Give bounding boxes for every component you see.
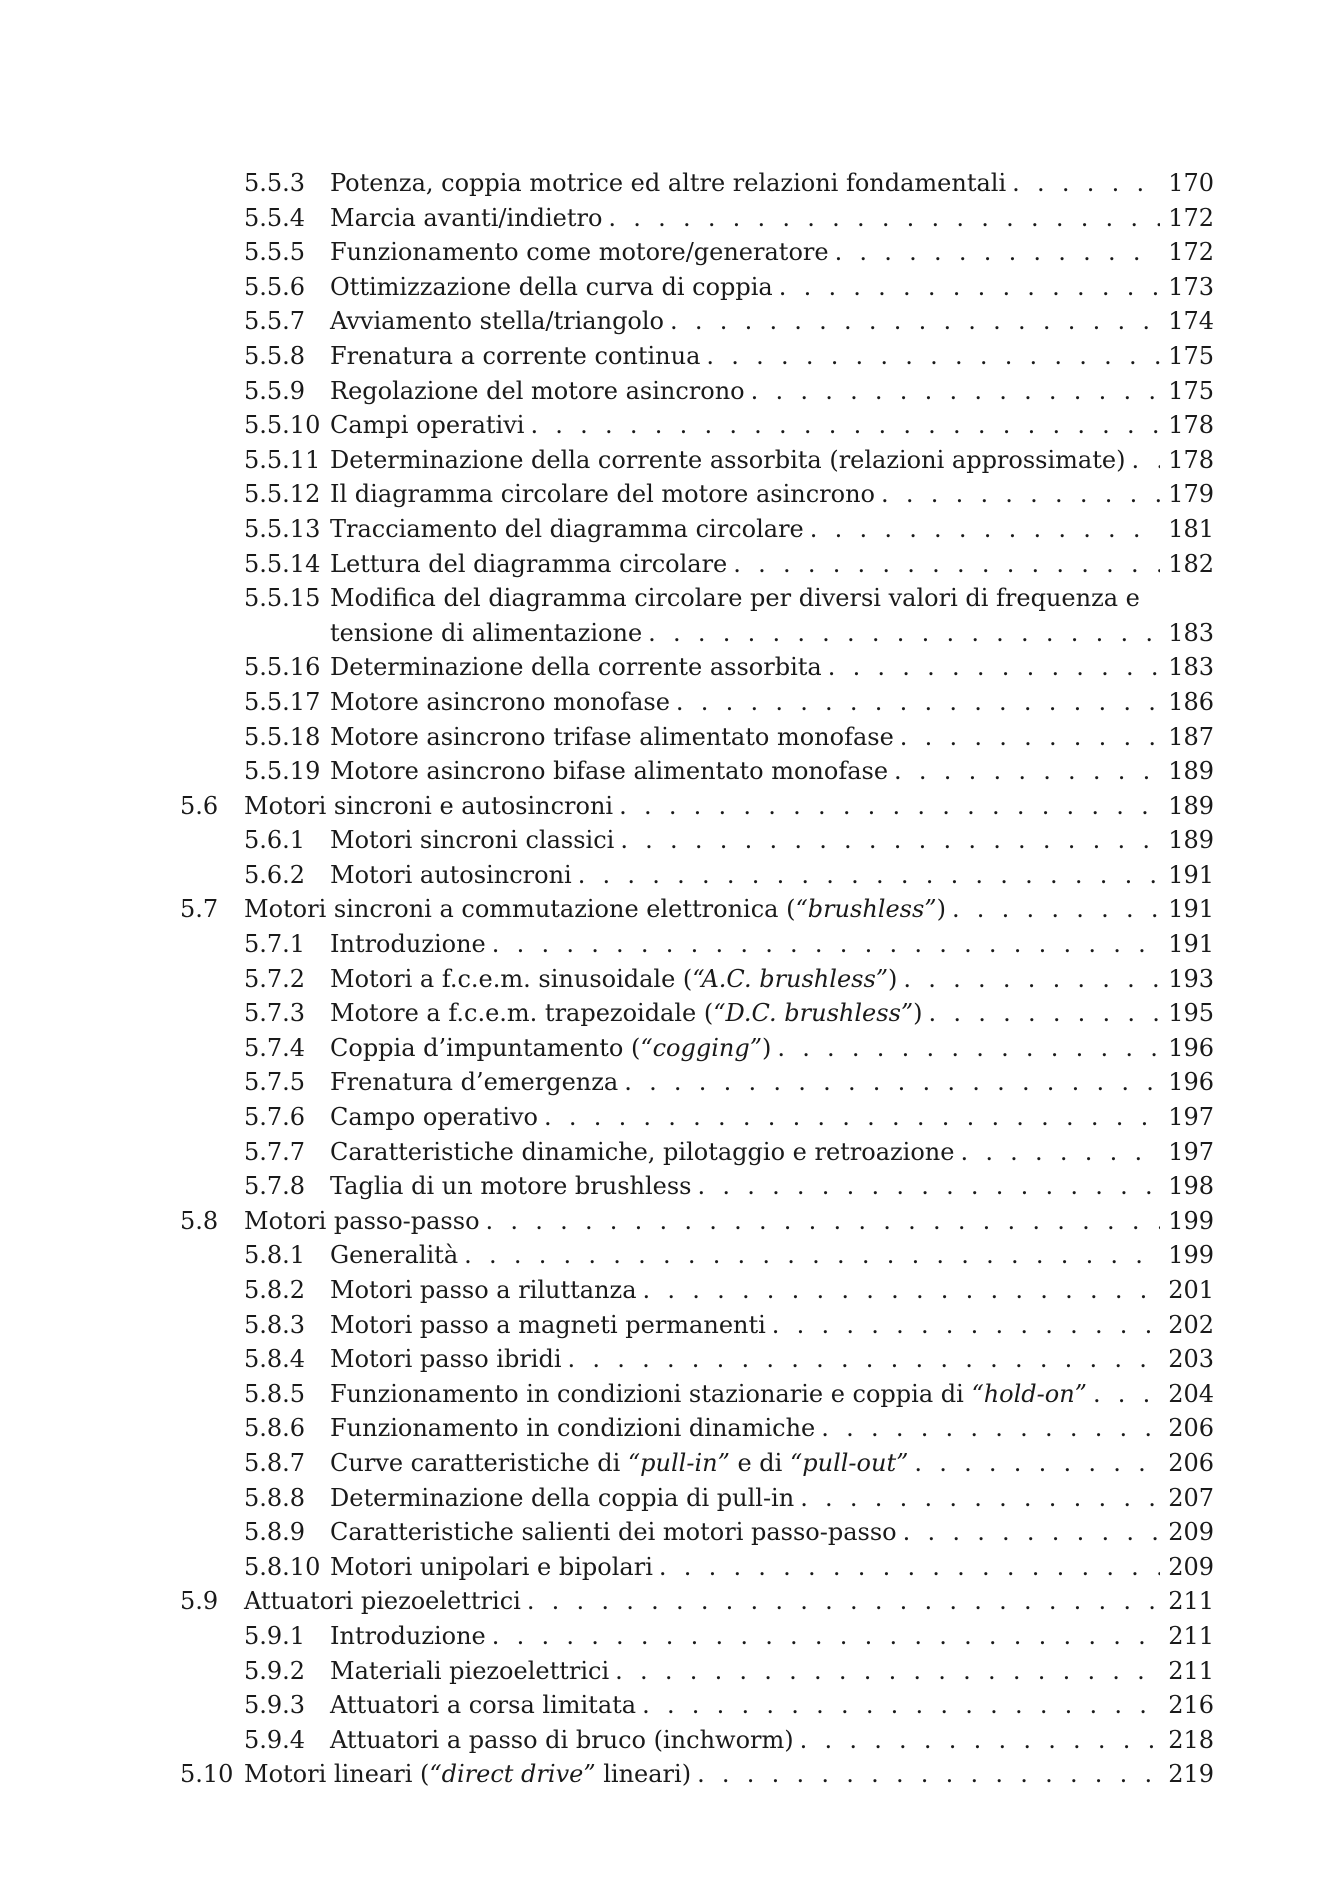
toc-entry[interactable] xyxy=(180,1308,1214,1343)
toc-entry-page: 196 xyxy=(1168,1068,1214,1097)
toc-dot-leader xyxy=(1093,1377,1160,1412)
toc-entry-title: Potenza, coppia motrice ed altre relazioni fondamentali xyxy=(330,169,1007,197)
toc-dot-leader xyxy=(929,996,1161,1031)
toc-entry-line xyxy=(330,408,1214,443)
toc-entry-number: 5.7.4 xyxy=(244,1033,306,1062)
toc-entry-line xyxy=(244,1204,1214,1239)
toc-dot-leader xyxy=(779,270,1160,305)
toc-entry-title: Introduzione xyxy=(330,930,486,959)
toc-entry[interactable] xyxy=(180,1411,1214,1446)
toc-dot-leader xyxy=(659,1550,1160,1585)
toc-entry-number: 5.8.4 xyxy=(244,1345,306,1374)
toc-entry-page: 195 xyxy=(1168,999,1214,1028)
toc-entry-page: 198 xyxy=(1168,1172,1214,1201)
toc-entry-page: 199 xyxy=(1168,1206,1214,1235)
toc-dot-leader xyxy=(821,1411,1160,1446)
toc-dot-leader xyxy=(697,1757,1160,1792)
toc-entry-number: 5.8.9 xyxy=(244,1518,306,1547)
toc-dot-leader xyxy=(464,1238,1160,1273)
toc-entry-line xyxy=(330,1654,1214,1689)
toc-entry-title: Modifica del diagramma circolare per diversi valori di frequenza e xyxy=(330,584,1140,613)
toc-entry-line xyxy=(330,304,1214,339)
toc-entry[interactable] xyxy=(180,1169,1214,1204)
toc-entry-line xyxy=(330,1135,1214,1170)
toc-entry-number: 5.5.4 xyxy=(244,203,306,232)
toc-entry-title: Curve caratteristiche di “pull-in” e di “pull-out” xyxy=(330,1448,909,1477)
toc-entry-line xyxy=(330,616,1214,651)
toc-entry-number: 5.5.17 xyxy=(244,687,321,716)
toc-entry-line xyxy=(330,1342,1214,1377)
toc-entry-page: 175 xyxy=(1168,376,1214,405)
toc-entry[interactable] xyxy=(180,1654,1214,1689)
toc-entry-number: 5.8.3 xyxy=(244,1310,306,1339)
toc-entry-page: 178 xyxy=(1168,411,1214,440)
toc-entry-title: Motori autosincroni xyxy=(330,860,572,889)
toc-entry[interactable] xyxy=(180,304,1214,339)
toc-entry-title: Funzionamento come motore/generatore xyxy=(330,238,829,267)
toc-entry[interactable] xyxy=(180,1031,1214,1066)
toc-entry[interactable] xyxy=(180,1723,1214,1758)
toc-entry-page: 189 xyxy=(1168,826,1214,855)
toc-entry-page: 186 xyxy=(1168,687,1214,716)
toc-entry[interactable] xyxy=(180,235,1214,270)
toc-dot-leader xyxy=(1012,166,1160,201)
toc-dot-leader xyxy=(698,1169,1161,1204)
toc-entry[interactable] xyxy=(180,166,1214,201)
toc-entry-line xyxy=(330,720,1214,755)
toc-entry[interactable] xyxy=(180,1273,1214,1308)
toc-entry-title: Il diagramma circolare del motore asincrono xyxy=(330,480,876,509)
toc-entry-page: 211 xyxy=(1168,1587,1214,1616)
toc-entry-title: Motori passo-passo xyxy=(244,1206,480,1235)
toc-entry-line xyxy=(330,1411,1214,1446)
toc-dot-leader xyxy=(777,1031,1160,1066)
toc-entry-title: Avviamento stella/triangolo xyxy=(330,307,665,336)
toc-entry-title: Tracciamento del diagramma circolare xyxy=(330,514,804,543)
toc-entry-title: Caratteristiche dinamiche, pilotaggio e retroazione xyxy=(330,1137,955,1166)
toc-entry-line xyxy=(330,1308,1214,1343)
toc-entry-number: 5.5.14 xyxy=(244,549,321,578)
toc-entry-number: 5.7.5 xyxy=(244,1068,306,1097)
toc-dot-leader xyxy=(960,1135,1160,1170)
toc-entry-page: 187 xyxy=(1168,722,1214,751)
toc-entry-line xyxy=(244,892,1214,927)
toc-entry-title: Motore asincrono monofase xyxy=(330,687,670,716)
toc-entry-page: 181 xyxy=(1168,514,1214,543)
toc-entry-line xyxy=(330,512,1214,547)
toc-entry[interactable] xyxy=(180,408,1214,443)
toc-entry-title: Motori lineari (“direct drive” lineari) xyxy=(244,1760,692,1789)
toc-entry-line xyxy=(330,823,1214,858)
toc-entry-page: 204 xyxy=(1168,1379,1214,1408)
toc-entry-title: Regolazione del motore asincrono xyxy=(330,376,745,405)
toc-entry-number: 5.7.3 xyxy=(244,999,306,1028)
toc-entry-page: 191 xyxy=(1168,930,1214,959)
toc-entry-line xyxy=(330,1446,1214,1481)
toc-entry-number: 5.6.2 xyxy=(244,860,306,889)
toc-entry-line xyxy=(330,1619,1214,1654)
toc-entry-title: Motori passo a riluttanza xyxy=(330,1276,637,1304)
toc-entry-page: 209 xyxy=(1168,1552,1214,1581)
toc-entry[interactable] xyxy=(180,1342,1214,1377)
toc-entry-title: Lettura del diagramma circolare xyxy=(330,549,728,578)
toc-entry[interactable] xyxy=(180,650,1214,685)
toc-entry-title: Campi operativi xyxy=(330,411,525,440)
toc-entry[interactable] xyxy=(180,996,1214,1031)
toc-entry-line xyxy=(330,374,1214,409)
toc-dot-leader xyxy=(620,823,1160,858)
toc-dot-leader xyxy=(706,339,1160,374)
toc-dot-leader xyxy=(643,1273,1161,1308)
toc-entry[interactable] xyxy=(180,1619,1214,1654)
toc-entry-number: 5.8.1 xyxy=(244,1241,306,1270)
toc-dot-leader xyxy=(900,720,1160,755)
toc-entry-title: Motori sincroni classici xyxy=(330,826,615,855)
toc-entry-line xyxy=(330,685,1214,720)
toc-entry-page: 207 xyxy=(1168,1483,1214,1512)
toc-entry-page: 189 xyxy=(1168,757,1214,786)
toc-entry[interactable] xyxy=(180,374,1214,409)
toc-entry-line xyxy=(244,1584,1214,1619)
toc-entry-line xyxy=(330,270,1214,305)
toc-entry-number: 5.5.19 xyxy=(244,757,321,786)
toc-entry[interactable] xyxy=(180,1584,1214,1619)
toc-dot-leader xyxy=(903,1515,1161,1550)
toc-entry-title: Attuatori a passo di bruco (inchworm) xyxy=(330,1725,794,1754)
toc-entry-number: 5.7.7 xyxy=(244,1137,306,1166)
toc-dot-leader xyxy=(835,235,1161,270)
toc-entry-number: 5.8.5 xyxy=(244,1379,306,1408)
toc-entry-number: 5.5.11 xyxy=(244,445,321,474)
toc-dot-leader xyxy=(800,1723,1161,1758)
toc-entry-title: Motori passo ibridi xyxy=(330,1345,562,1374)
toc-entry-page: 218 xyxy=(1168,1725,1214,1754)
toc-entry[interactable] xyxy=(180,858,1214,893)
toc-entry-title: Determinazione della coppia di pull-in xyxy=(330,1483,795,1512)
toc-entry-page: 206 xyxy=(1168,1414,1214,1443)
toc-entry-line xyxy=(330,1481,1214,1516)
toc-entry-number: 5.8 xyxy=(180,1206,219,1235)
toc-entry-number: 5.8.7 xyxy=(244,1448,306,1477)
toc-dot-leader xyxy=(527,1584,1160,1619)
toc-entry-title: Frenatura a corrente continua xyxy=(330,341,701,370)
toc-entry-number: 5.5.9 xyxy=(244,376,306,405)
toc-entry-number: 5.7.1 xyxy=(244,930,306,959)
toc-dot-leader xyxy=(492,1619,1160,1654)
toc-entry-page: 216 xyxy=(1168,1691,1214,1720)
toc-entry-title: Ottimizzazione della curva di coppia xyxy=(330,272,773,301)
toc-entry[interactable] xyxy=(180,823,1214,858)
toc-entry-line xyxy=(330,962,1214,997)
toc-entry[interactable] xyxy=(180,720,1214,755)
toc-entry-number: 5.5.10 xyxy=(244,411,321,440)
toc-entry-number: 5.5.6 xyxy=(244,272,306,301)
toc-entry-page: 179 xyxy=(1168,480,1214,509)
toc-entry-line xyxy=(330,1723,1214,1758)
toc-entry-page: 211 xyxy=(1168,1656,1214,1685)
toc-entry-line xyxy=(330,1377,1214,1412)
toc-entry[interactable] xyxy=(180,754,1214,789)
toc-entry-title: Motore asincrono trifase alimentato monofase xyxy=(330,722,894,751)
toc-entry[interactable] xyxy=(180,581,1214,616)
toc-entry-page: 211 xyxy=(1168,1621,1214,1650)
toc-entry-line xyxy=(330,547,1214,582)
toc-entry-number: 5.5.8 xyxy=(244,341,306,370)
toc-entry-page: 172 xyxy=(1168,203,1214,232)
toc-entry-page: 202 xyxy=(1168,1310,1214,1339)
toc-entry-title: Marcia avanti/indietro xyxy=(330,203,603,232)
toc-entry-title: Attuatori a corsa limitata xyxy=(330,1691,637,1720)
toc-entry[interactable] xyxy=(180,547,1214,582)
toc-dot-leader xyxy=(810,512,1160,547)
toc-entry-page: 203 xyxy=(1168,1345,1214,1374)
toc-entry-title: Motori unipolari e bipolari xyxy=(330,1552,653,1581)
toc-entry-number: 5.9 xyxy=(180,1587,219,1616)
toc-dot-leader xyxy=(733,547,1160,582)
toc-entry-number: 5.9.1 xyxy=(244,1621,306,1650)
toc-dot-leader xyxy=(624,1065,1160,1100)
toc-entry-title: Motori sincroni e autosincroni xyxy=(244,791,614,820)
toc-entry[interactable] xyxy=(180,789,1214,824)
toc-entry-number: 5.8.10 xyxy=(244,1552,321,1581)
toc-entry[interactable] xyxy=(180,616,1214,651)
toc-dot-leader xyxy=(544,1100,1160,1135)
toc-entry-page: 201 xyxy=(1168,1276,1214,1304)
toc-entry[interactable] xyxy=(180,1481,1214,1516)
toc-entry[interactable] xyxy=(180,512,1214,547)
toc-entry-title: Funzionamento in condizioni stazionarie e coppia di “hold-on” xyxy=(330,1379,1087,1408)
toc-entry-number: 5.5.3 xyxy=(244,169,306,197)
toc-entry-title: Caratteristiche salienti dei motori passo-passo xyxy=(330,1518,897,1547)
toc-entry-title: Funzionamento in condizioni dinamiche xyxy=(330,1414,816,1443)
toc-dot-leader xyxy=(648,616,1160,651)
toc-dot-leader xyxy=(486,1204,1161,1239)
toc-dot-leader xyxy=(676,685,1160,720)
toc-entry-title: Materiali piezoelettrici xyxy=(330,1656,610,1685)
toc-entry[interactable] xyxy=(180,1204,1214,1239)
toc-entry-page: 219 xyxy=(1168,1760,1214,1789)
toc-entry-number: 5.9.3 xyxy=(244,1691,306,1720)
toc-entry-line xyxy=(330,650,1214,685)
toc-entry-page: 199 xyxy=(1168,1241,1214,1270)
toc-entry-line xyxy=(330,1688,1214,1723)
toc-dot-leader xyxy=(952,892,1160,927)
toc-entry[interactable] xyxy=(180,1100,1214,1135)
toc-dot-leader xyxy=(772,1308,1160,1343)
toc-entry-page: 170 xyxy=(1168,169,1214,197)
toc-entry[interactable] xyxy=(180,1446,1214,1481)
toc-dot-leader xyxy=(903,962,1160,997)
toc-entry-title: Determinazione della corrente assorbita xyxy=(330,653,822,682)
toc-entry-page: 172 xyxy=(1168,238,1214,267)
toc-entry-page: 197 xyxy=(1168,1103,1214,1132)
toc-dot-leader xyxy=(608,201,1160,236)
toc-entry-line xyxy=(330,201,1214,236)
toc-entry[interactable] xyxy=(180,201,1214,236)
toc-entry-page: 197 xyxy=(1168,1137,1214,1166)
toc-entry-page: 175 xyxy=(1168,341,1214,370)
toc-entry-line xyxy=(330,1515,1214,1550)
toc-entry[interactable] xyxy=(180,685,1214,720)
toc-dot-leader xyxy=(492,927,1160,962)
toc-entry-number: 5.5.7 xyxy=(244,307,306,336)
toc-entry-number: 5.5.16 xyxy=(244,653,321,682)
toc-entry-line xyxy=(330,1273,1214,1308)
toc-entry[interactable] xyxy=(180,1377,1214,1412)
toc-entry-number: 5.5.13 xyxy=(244,514,321,543)
toc-entry-number: 5.9.2 xyxy=(244,1656,306,1685)
toc-entry-title: Campo operativo xyxy=(330,1103,538,1132)
toc-dot-leader xyxy=(578,858,1160,893)
toc-entry-page: 173 xyxy=(1168,272,1214,301)
toc-entry-title: Motori a f.c.e.m. sinusoidale (“A.C. brushless”) xyxy=(330,964,898,993)
toc-entry-page: 191 xyxy=(1168,895,1214,924)
toc-entry-number: 5.5.12 xyxy=(244,480,321,509)
toc-entry-page: 206 xyxy=(1168,1448,1214,1477)
toc-dot-leader xyxy=(881,477,1160,512)
toc-entry-line xyxy=(330,443,1214,478)
toc-entry-page: 209 xyxy=(1168,1518,1214,1547)
toc-entry[interactable] xyxy=(180,1550,1214,1585)
toc-dot-leader xyxy=(914,1446,1160,1481)
toc-entry-number: 5.7.8 xyxy=(244,1172,306,1201)
toc-entry[interactable] xyxy=(180,892,1214,927)
toc-entry-number: 5.8.8 xyxy=(244,1483,306,1512)
toc-entry-title: Motore a f.c.e.m. trapezoidale (“D.C. brushless”) xyxy=(330,999,923,1028)
toc-entry-page: 193 xyxy=(1168,964,1214,993)
toc-entry-line xyxy=(330,754,1214,789)
toc-entry-title: Determinazione della corrente assorbita (relazioni approssimate) xyxy=(330,445,1126,474)
toc-entry-line xyxy=(330,477,1214,512)
toc-entry-number: 5.7.2 xyxy=(244,964,306,993)
toc-entry-number: 5.8.6 xyxy=(244,1414,306,1443)
toc-entry-line xyxy=(330,166,1214,201)
toc-entry-title: Introduzione xyxy=(330,1621,486,1650)
toc-entry[interactable] xyxy=(180,1238,1214,1273)
toc-entry-line xyxy=(330,1065,1214,1100)
toc-entry[interactable] xyxy=(180,1515,1214,1550)
toc-entry-number: 5.5.18 xyxy=(244,722,321,751)
toc-dot-leader xyxy=(828,650,1160,685)
toc-entry-page: 178 xyxy=(1168,445,1214,474)
toc-entry-number: 5.9.4 xyxy=(244,1725,306,1754)
toc-entry-line xyxy=(244,1757,1214,1792)
toc-entry[interactable] xyxy=(180,1135,1214,1170)
toc-entry-number: 5.7 xyxy=(180,895,219,924)
toc-entry[interactable] xyxy=(180,1688,1214,1723)
toc-dot-leader xyxy=(530,408,1160,443)
toc-entry-title: Motori sincroni a commutazione elettronica (“brushless”) xyxy=(244,895,946,924)
toc-entry-title: Motore asincrono bifase alimentato monofase xyxy=(330,757,889,786)
toc-dot-leader xyxy=(615,1654,1160,1689)
toc-dot-leader xyxy=(642,1688,1160,1723)
toc-entry[interactable] xyxy=(180,477,1214,512)
toc-entry-line xyxy=(330,927,1214,962)
toc-entry-number: 5.7.6 xyxy=(244,1103,306,1132)
toc-entry[interactable] xyxy=(180,443,1214,478)
toc-entry-line xyxy=(330,1238,1214,1273)
toc-entry[interactable] xyxy=(180,1065,1214,1100)
toc-entry-line xyxy=(330,1169,1214,1204)
toc-dot-leader xyxy=(894,754,1160,789)
toc-entry-page: 183 xyxy=(1168,653,1214,682)
toc-entry-title: Coppia d’impuntamento (“cogging”) xyxy=(330,1033,772,1062)
toc-entry-number: 5.5.15 xyxy=(244,584,321,613)
toc-entry-line xyxy=(244,789,1214,824)
toc-entry[interactable] xyxy=(180,270,1214,305)
toc-entry-title: tensione di alimentazione xyxy=(330,618,643,647)
toc-dot-leader xyxy=(670,304,1160,339)
toc-entry-number: 5.10 xyxy=(180,1760,234,1789)
toc-entry[interactable] xyxy=(180,962,1214,997)
toc-entry-number: 5.6 xyxy=(180,791,219,820)
toc-entry-page: 183 xyxy=(1168,618,1214,647)
toc-entry-page: 189 xyxy=(1168,791,1214,820)
toc-entry[interactable] xyxy=(180,1757,1214,1792)
toc-entry-line xyxy=(330,858,1214,893)
toc-entry-line xyxy=(330,1100,1214,1135)
toc-entry-number: 5.8.2 xyxy=(244,1276,306,1304)
toc-dot-leader xyxy=(619,789,1160,824)
toc-dot-leader xyxy=(800,1481,1160,1516)
toc-dot-leader xyxy=(1131,443,1160,478)
toc-entry-title: Frenatura d’emergenza xyxy=(330,1068,619,1097)
toc-dot-leader xyxy=(751,374,1161,409)
toc-entry-line xyxy=(330,235,1214,270)
toc-entry-page: 182 xyxy=(1168,549,1214,578)
toc-entry-title: Taglia di un motore brushless xyxy=(330,1172,692,1201)
toc-entry-page: 174 xyxy=(1168,307,1214,336)
toc-entry-line xyxy=(330,1031,1214,1066)
toc-entry-number: 5.6.1 xyxy=(244,826,306,855)
toc-entry-page: 191 xyxy=(1168,860,1214,889)
toc-entry[interactable] xyxy=(180,927,1214,962)
toc-dot-leader xyxy=(568,1342,1161,1377)
toc-entry-line xyxy=(330,581,1214,616)
table-of-contents xyxy=(180,166,1214,1792)
toc-entry-title: Attuatori piezoelettrici xyxy=(244,1587,521,1616)
toc-entry-title: Motori passo a magneti permanenti xyxy=(330,1310,766,1339)
toc-entry-page: 196 xyxy=(1168,1033,1214,1062)
toc-entry-line xyxy=(330,996,1214,1031)
toc-entry-title: Generalità xyxy=(330,1241,459,1270)
toc-entry-line xyxy=(330,1550,1214,1585)
toc-entry-line xyxy=(330,339,1214,374)
toc-entry-number: 5.5.5 xyxy=(244,238,306,267)
toc-entry[interactable] xyxy=(180,339,1214,374)
